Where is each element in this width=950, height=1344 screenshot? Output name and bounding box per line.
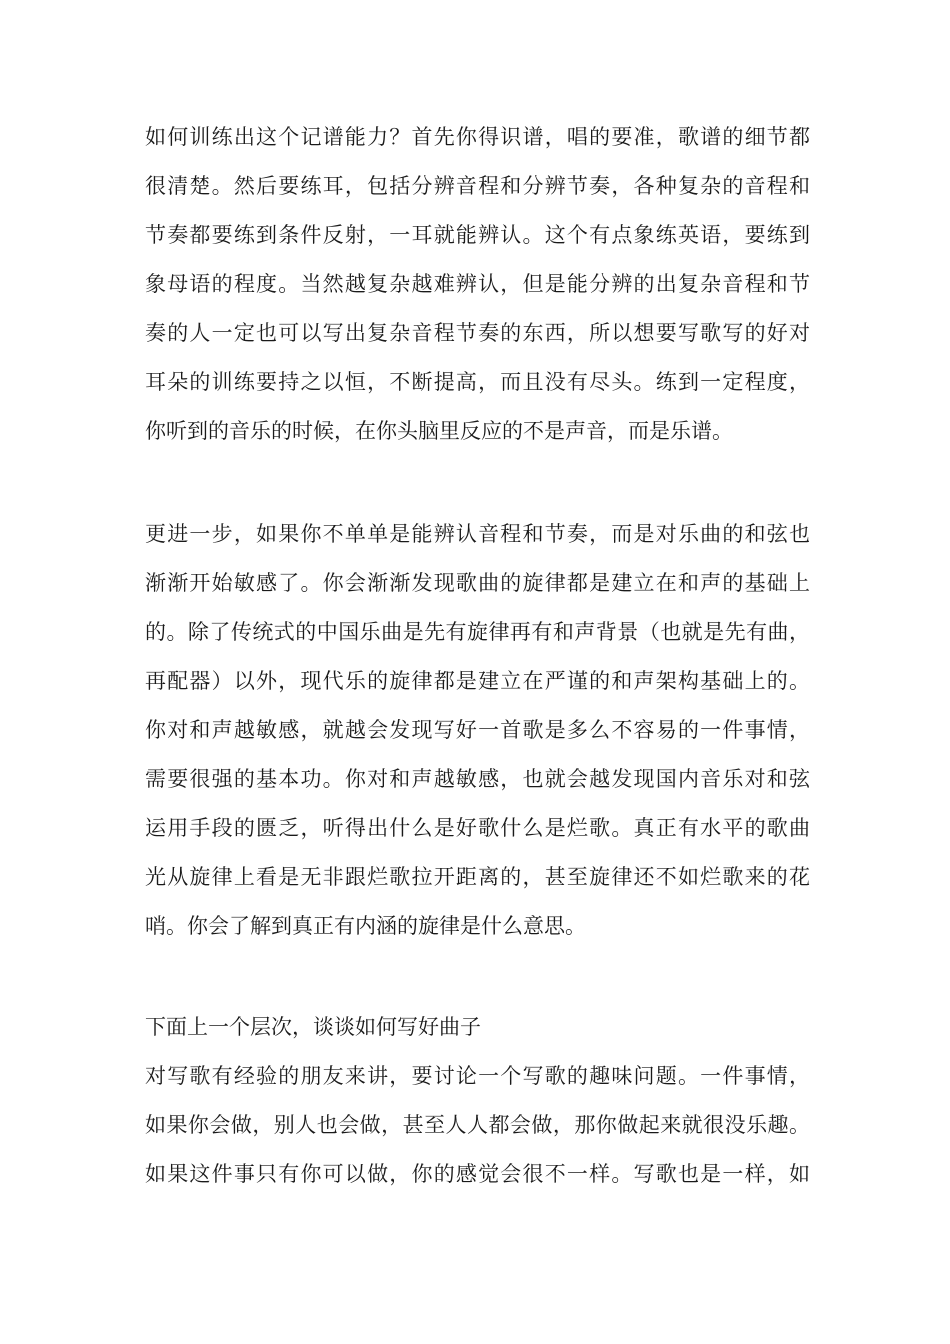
- text-line: 的。除了传统式的中国乐曲是先有旋律再有和声背景（也就是先有曲，: [145, 620, 810, 644]
- text-line: 运用手段的匮乏，听得出什么是好歌什么是烂歌。真正有水平的歌曲: [145, 816, 810, 840]
- text-line: 你对和声越敏感，就越会发现写好一首歌是多么不容易的一件事情，: [145, 718, 810, 742]
- text-line: 对写歌有经验的朋友来讲，要讨论一个写歌的趣味问题。一件事情，: [145, 1064, 810, 1088]
- section-heading-line: 下面上一个层次，谈谈如何写好曲子: [145, 1015, 481, 1039]
- paragraph-writing-songs: [145, 1003, 810, 1199]
- text-line: 如何训练出这个记谱能力？首先你得识谱，唱的要准，歌谱的细节都: [145, 125, 810, 149]
- text-line: 再配器）以外，现代乐的旋律都是建立在严谨的和声架构基础上的。: [145, 669, 810, 693]
- paragraph-harmony-sensitivity: [145, 510, 810, 951]
- text-line: 奏的人一定也可以写出复杂音程节奏的东西，所以想要写歌写的好对: [145, 321, 810, 345]
- text-line: 象母语的程度。当然越复杂越难辨认，但是能分辨的出复杂音程和节: [145, 272, 810, 296]
- text-line: 渐渐开始敏感了。你会渐渐发现歌曲的旋律都是建立在和声的基础上: [145, 571, 810, 595]
- text-line: 你听到的音乐的时候，在你头脑里反应的不是声音，而是乐谱。: [145, 419, 733, 443]
- text-line: 如果这件事只有你可以做，你的感觉会很不一样。写歌也是一样，如: [145, 1162, 810, 1186]
- text-line: 耳朵的训练要持之以恒，不断提高，而且没有尽头。练到一定程度，: [145, 370, 810, 394]
- text-line: 节奏都要练到条件反射，一耳就能辨认。这个有点象练英语，要练到: [145, 223, 810, 247]
- text-line: 很清楚。然后要练耳，包括分辨音程和分辨节奏，各种复杂的音程和: [145, 174, 810, 198]
- text-line: 更进一步，如果你不单单是能辨认音程和节奏，而是对乐曲的和弦也: [145, 522, 810, 546]
- text-line: 如果你会做，别人也会做，甚至人人都会做，那你做起来就很没乐趣。: [145, 1113, 810, 1137]
- text-line: 光从旋律上看是无非跟烂歌拉开距离的，甚至旋律还不如烂歌来的花: [145, 865, 810, 889]
- text-line: 哨。你会了解到真正有内涵的旋律是什么意思。: [145, 914, 586, 938]
- text-line: 需要很强的基本功。你对和声越敏感，也就会越发现国内音乐对和弦: [145, 767, 810, 791]
- paragraph-ear-training: [145, 113, 810, 456]
